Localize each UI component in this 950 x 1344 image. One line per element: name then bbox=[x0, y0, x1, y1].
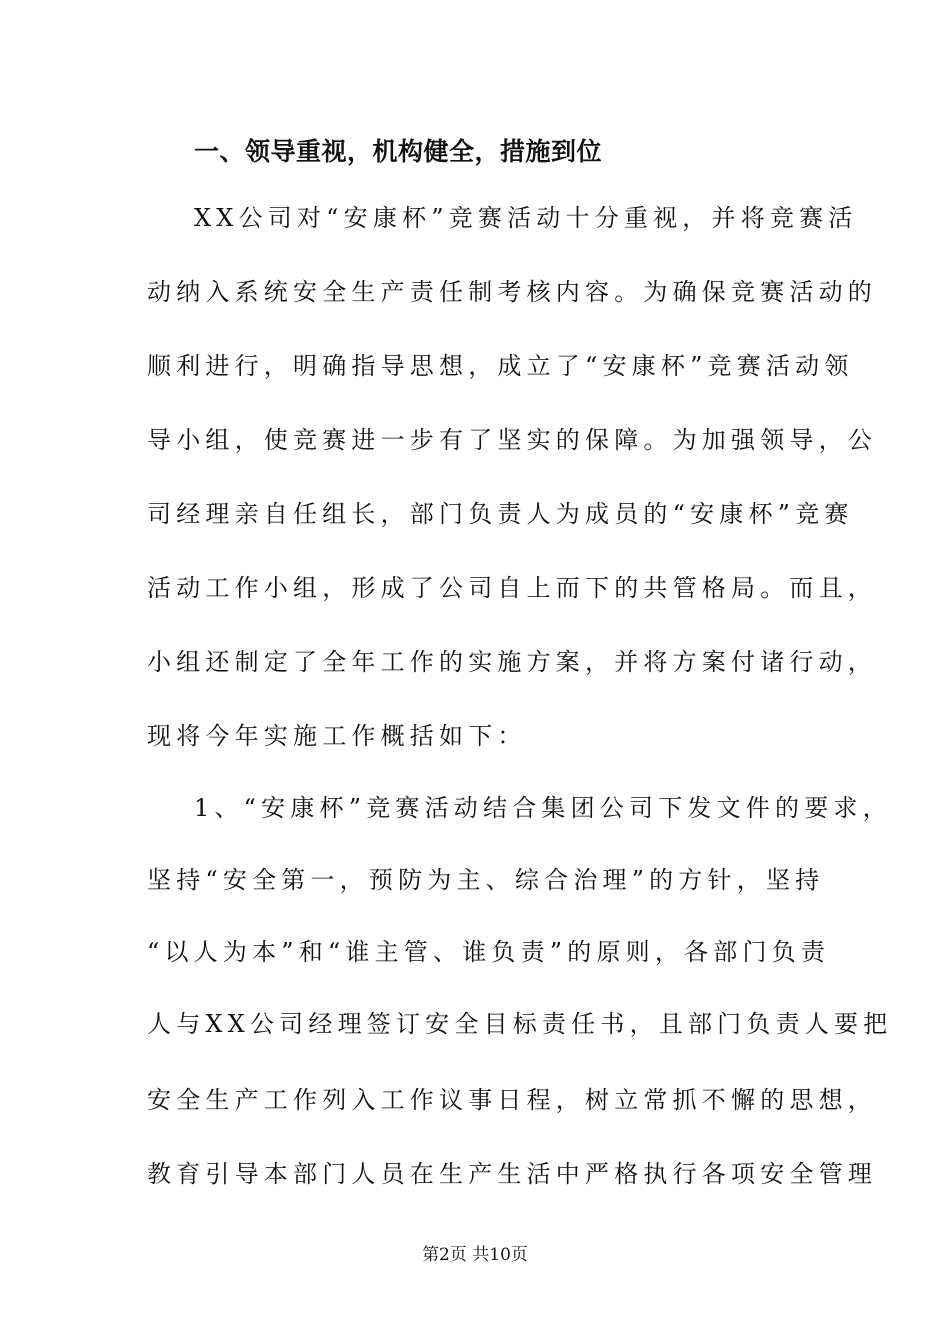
body-line: 顺利进行，明确指导思想，成立了“安康杯”竞赛活动领 bbox=[147, 352, 854, 380]
body-line: XX公司对“安康杯”竞赛活动十分重视，并将竞赛活 bbox=[194, 204, 858, 232]
body-line: 教育引导本部门人员在生产生活中严格执行各项安全管理 bbox=[147, 1160, 877, 1188]
body-line: 1、“安康杯”竞赛活动结合集团公司下发文件的要求， bbox=[194, 794, 892, 822]
body-line: “以人为本”和“谁主管、谁负责”的原则，各部门负责 bbox=[147, 938, 831, 966]
page-footer: 第2页 共10页 bbox=[422, 1245, 528, 1265]
section-heading: 一、领导重视，机构健全，措施到位 bbox=[194, 137, 603, 166]
body-line: 人与XX公司经理签订安全目标责任书，且部门负责人要把 bbox=[147, 1010, 893, 1038]
body-line: 导小组，使竞赛进一步有了坚实的保障。为加强领导，公 bbox=[147, 426, 877, 454]
body-line: 动纳入系统安全生产责任制考核内容。为确保竞赛活动的 bbox=[147, 278, 877, 306]
body-line: 活动工作小组，形成了公司自上而下的共管格局。而且， bbox=[147, 574, 877, 602]
body-line: 现将今年实施工作概括如下： bbox=[147, 722, 527, 750]
body-line: 小组还制定了全年工作的实施方案，并将方案付诸行动， bbox=[147, 648, 877, 676]
body-line: 司经理亲自任组长，部门负责人为成员的“安康杯”竞赛 bbox=[147, 500, 854, 528]
body-line: 坚持“安全第一，预防为主、综合治理”的方针，坚持 bbox=[147, 866, 825, 894]
body-line: 安全生产工作列入工作议事日程，树立常抓不懈的思想， bbox=[147, 1086, 877, 1114]
